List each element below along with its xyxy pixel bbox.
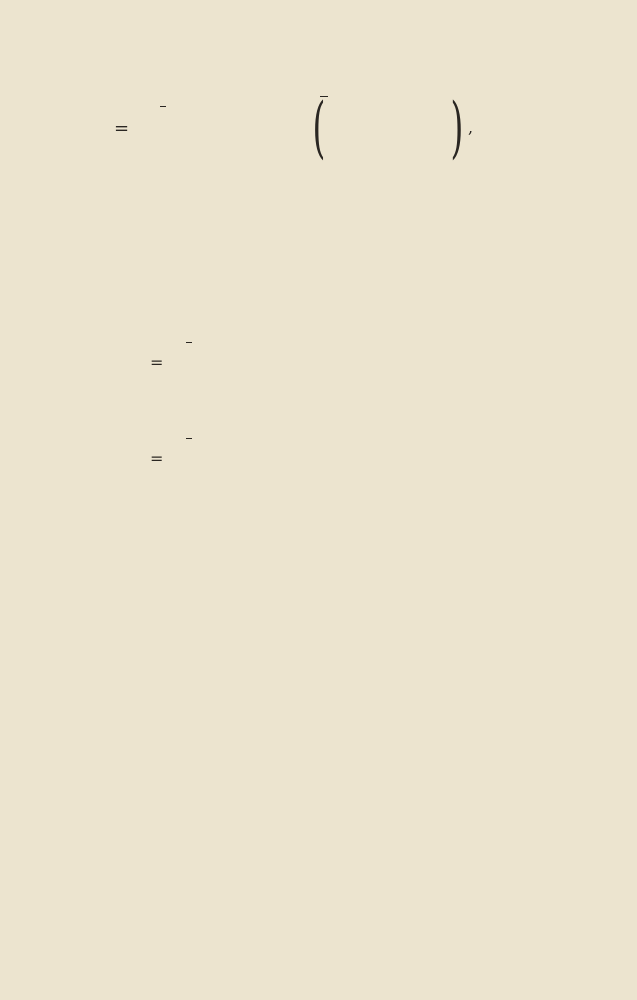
eq5-left-paren: (	[312, 89, 326, 166]
eq5-coefficient	[160, 106, 166, 107]
eq7-fraction	[186, 438, 192, 439]
eq5-right-paren: )	[450, 89, 464, 166]
eq5-inner-num	[320, 96, 328, 97]
eq7-frac-num	[186, 438, 192, 439]
eq6-frac-num	[186, 342, 192, 343]
eq5-coef-num	[160, 106, 166, 107]
book-page: = ( ) , = =	[114, 89, 474, 468]
eq6-fraction	[186, 342, 192, 343]
eq5-inner-fraction	[320, 96, 328, 97]
